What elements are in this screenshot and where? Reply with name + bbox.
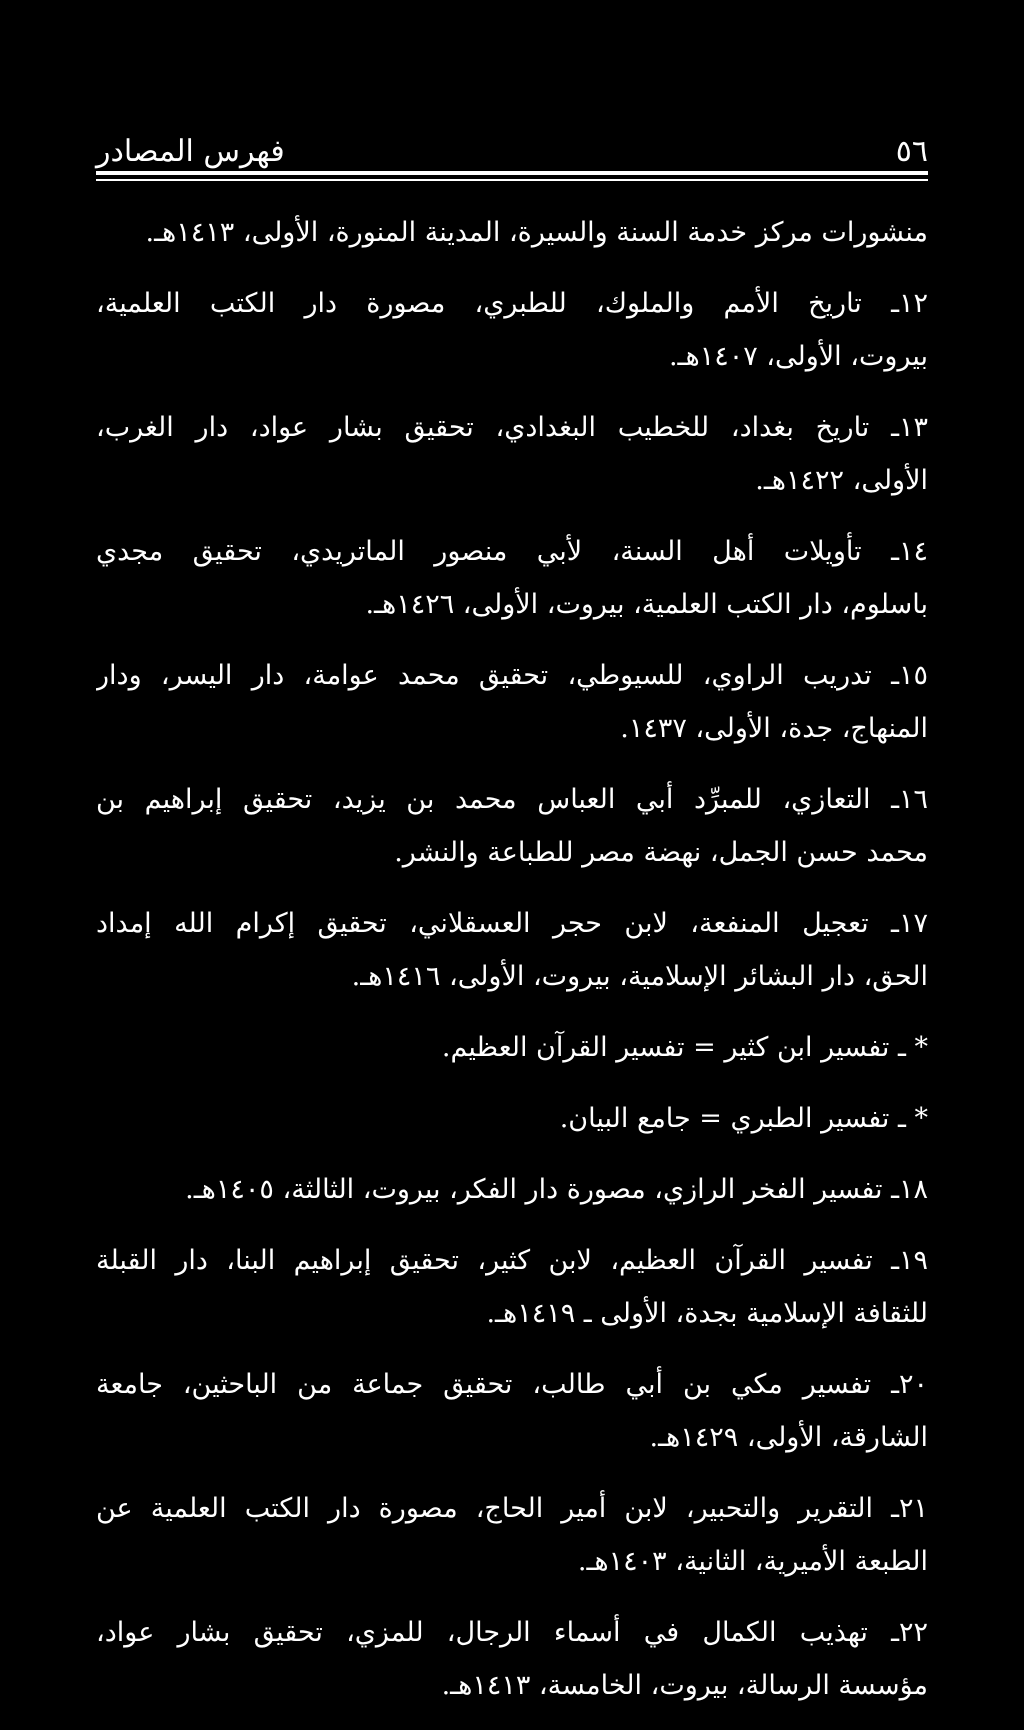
bibliography-entry-14 xyxy=(96,525,928,631)
bibliography-crossref-ibn-kathir xyxy=(96,1021,928,1074)
bibliography-list xyxy=(96,206,928,1730)
bibliography-entry-continued xyxy=(96,206,928,259)
bibliography-entry-20 xyxy=(96,1358,928,1464)
entry-line: ١٣ـ تاريخ بغداد، للخطيب البغدادي، تحقيق بشار عواد، دار الغرب، xyxy=(96,412,928,443)
entry-line: ١٦ـ التعازي، للمبرِّد أبي العباس محمد بن يزيد، تحقيق إبراهيم بن xyxy=(96,784,928,815)
entry-line: باسلوم، دار الكتب العلمية، بيروت، الأولى، ١٤٢٦هـ. xyxy=(365,589,928,620)
entry-line: المنهاج، جدة، الأولى، ١٤٣٧. xyxy=(620,713,928,744)
bibliography-entry-21 xyxy=(96,1482,928,1588)
entry-line: ٢٠ـ تفسير مكي بن أبي طالب، تحقيق جماعة من الباحثين، جامعة xyxy=(96,1369,928,1400)
entry-line: ٢١ـ التقرير والتحبير، لابن أمير الحاج، مصورة دار الكتب العلمية عن xyxy=(96,1493,928,1524)
page-number: ٥٦ xyxy=(895,134,928,169)
entry-line: ١٢ـ تاريخ الأمم والملوك، للطبري، مصورة دار الكتب العلمية، xyxy=(96,288,928,319)
entry-line: الأولى، ١٤٢٢هـ. xyxy=(755,465,928,496)
entry-line: مؤسسة الرسالة، بيروت، الخامسة، ١٤١٣هـ. xyxy=(441,1670,928,1701)
entry-line: ١٤ـ تأويلات أهل السنة، لأبي منصور الماتريدي، تحقيق مجدي xyxy=(96,536,928,567)
entry-line: للثقافة الإسلامية بجدة، الأولى ـ ١٤١٩هـ. xyxy=(486,1298,928,1329)
bibliography-entry-19 xyxy=(96,1234,928,1340)
entry-line: الشارقة، الأولى، ١٤٢٩هـ. xyxy=(649,1422,928,1453)
header-rule-thick xyxy=(96,171,928,175)
page-header xyxy=(96,120,928,172)
bibliography-entry-15 xyxy=(96,649,928,755)
bibliography-entry-13 xyxy=(96,401,928,507)
entry-line: * ـ تفسير ابن كثير = تفسير القرآن العظيم. xyxy=(441,1032,928,1063)
bibliography-entry-16 xyxy=(96,773,928,879)
entry-line: ١٨ـ تفسير الفخر الرازي، مصورة دار الفكر، بيروت، الثالثة، ١٤٠٥هـ. xyxy=(185,1174,928,1205)
entry-line: منشورات مركز خدمة السنة والسيرة، المدينة المنورة، الأولى، ١٤١٣هـ. xyxy=(145,217,928,248)
bibliography-crossref-tabari xyxy=(96,1092,928,1145)
entry-line: ٢٢ـ تهذيب الكمال في أسماء الرجال، للمزي، تحقيق بشار عواد، xyxy=(96,1617,928,1648)
running-title: فهرس المصادر xyxy=(96,134,285,169)
bibliography-entry-17 xyxy=(96,897,928,1003)
entry-line: ١٥ـ تدريب الراوي، للسيوطي، تحقيق محمد عوامة، دار اليسر، ودار xyxy=(96,660,928,691)
entry-line: ١٩ـ تفسير القرآن العظيم، لابن كثير، تحقيق إبراهيم البنا، دار القبلة xyxy=(96,1245,928,1276)
entry-line: محمد حسن الجمل، نهضة مصر للطباعة والنشر. xyxy=(394,837,928,868)
bibliography-entry-22 xyxy=(96,1606,928,1712)
entry-line: * ـ تفسير الطبري = جامع البيان. xyxy=(559,1103,928,1134)
entry-line: بيروت، الأولى، ١٤٠٧هـ. xyxy=(668,341,928,372)
entry-line: الحق، دار البشائر الإسلامية، بيروت، الأولى، ١٤١٦هـ. xyxy=(351,961,928,992)
entry-line: الطبعة الأميرية، الثانية، ١٤٠٣هـ. xyxy=(577,1546,928,1577)
entry-line: ١٧ـ تعجيل المنفعة، لابن حجر العسقلاني، تحقيق إكرام الله إمداد xyxy=(96,908,928,939)
bibliography-entry-18 xyxy=(96,1163,928,1216)
header-rule-thin xyxy=(96,179,928,181)
bibliography-entry-12 xyxy=(96,277,928,383)
